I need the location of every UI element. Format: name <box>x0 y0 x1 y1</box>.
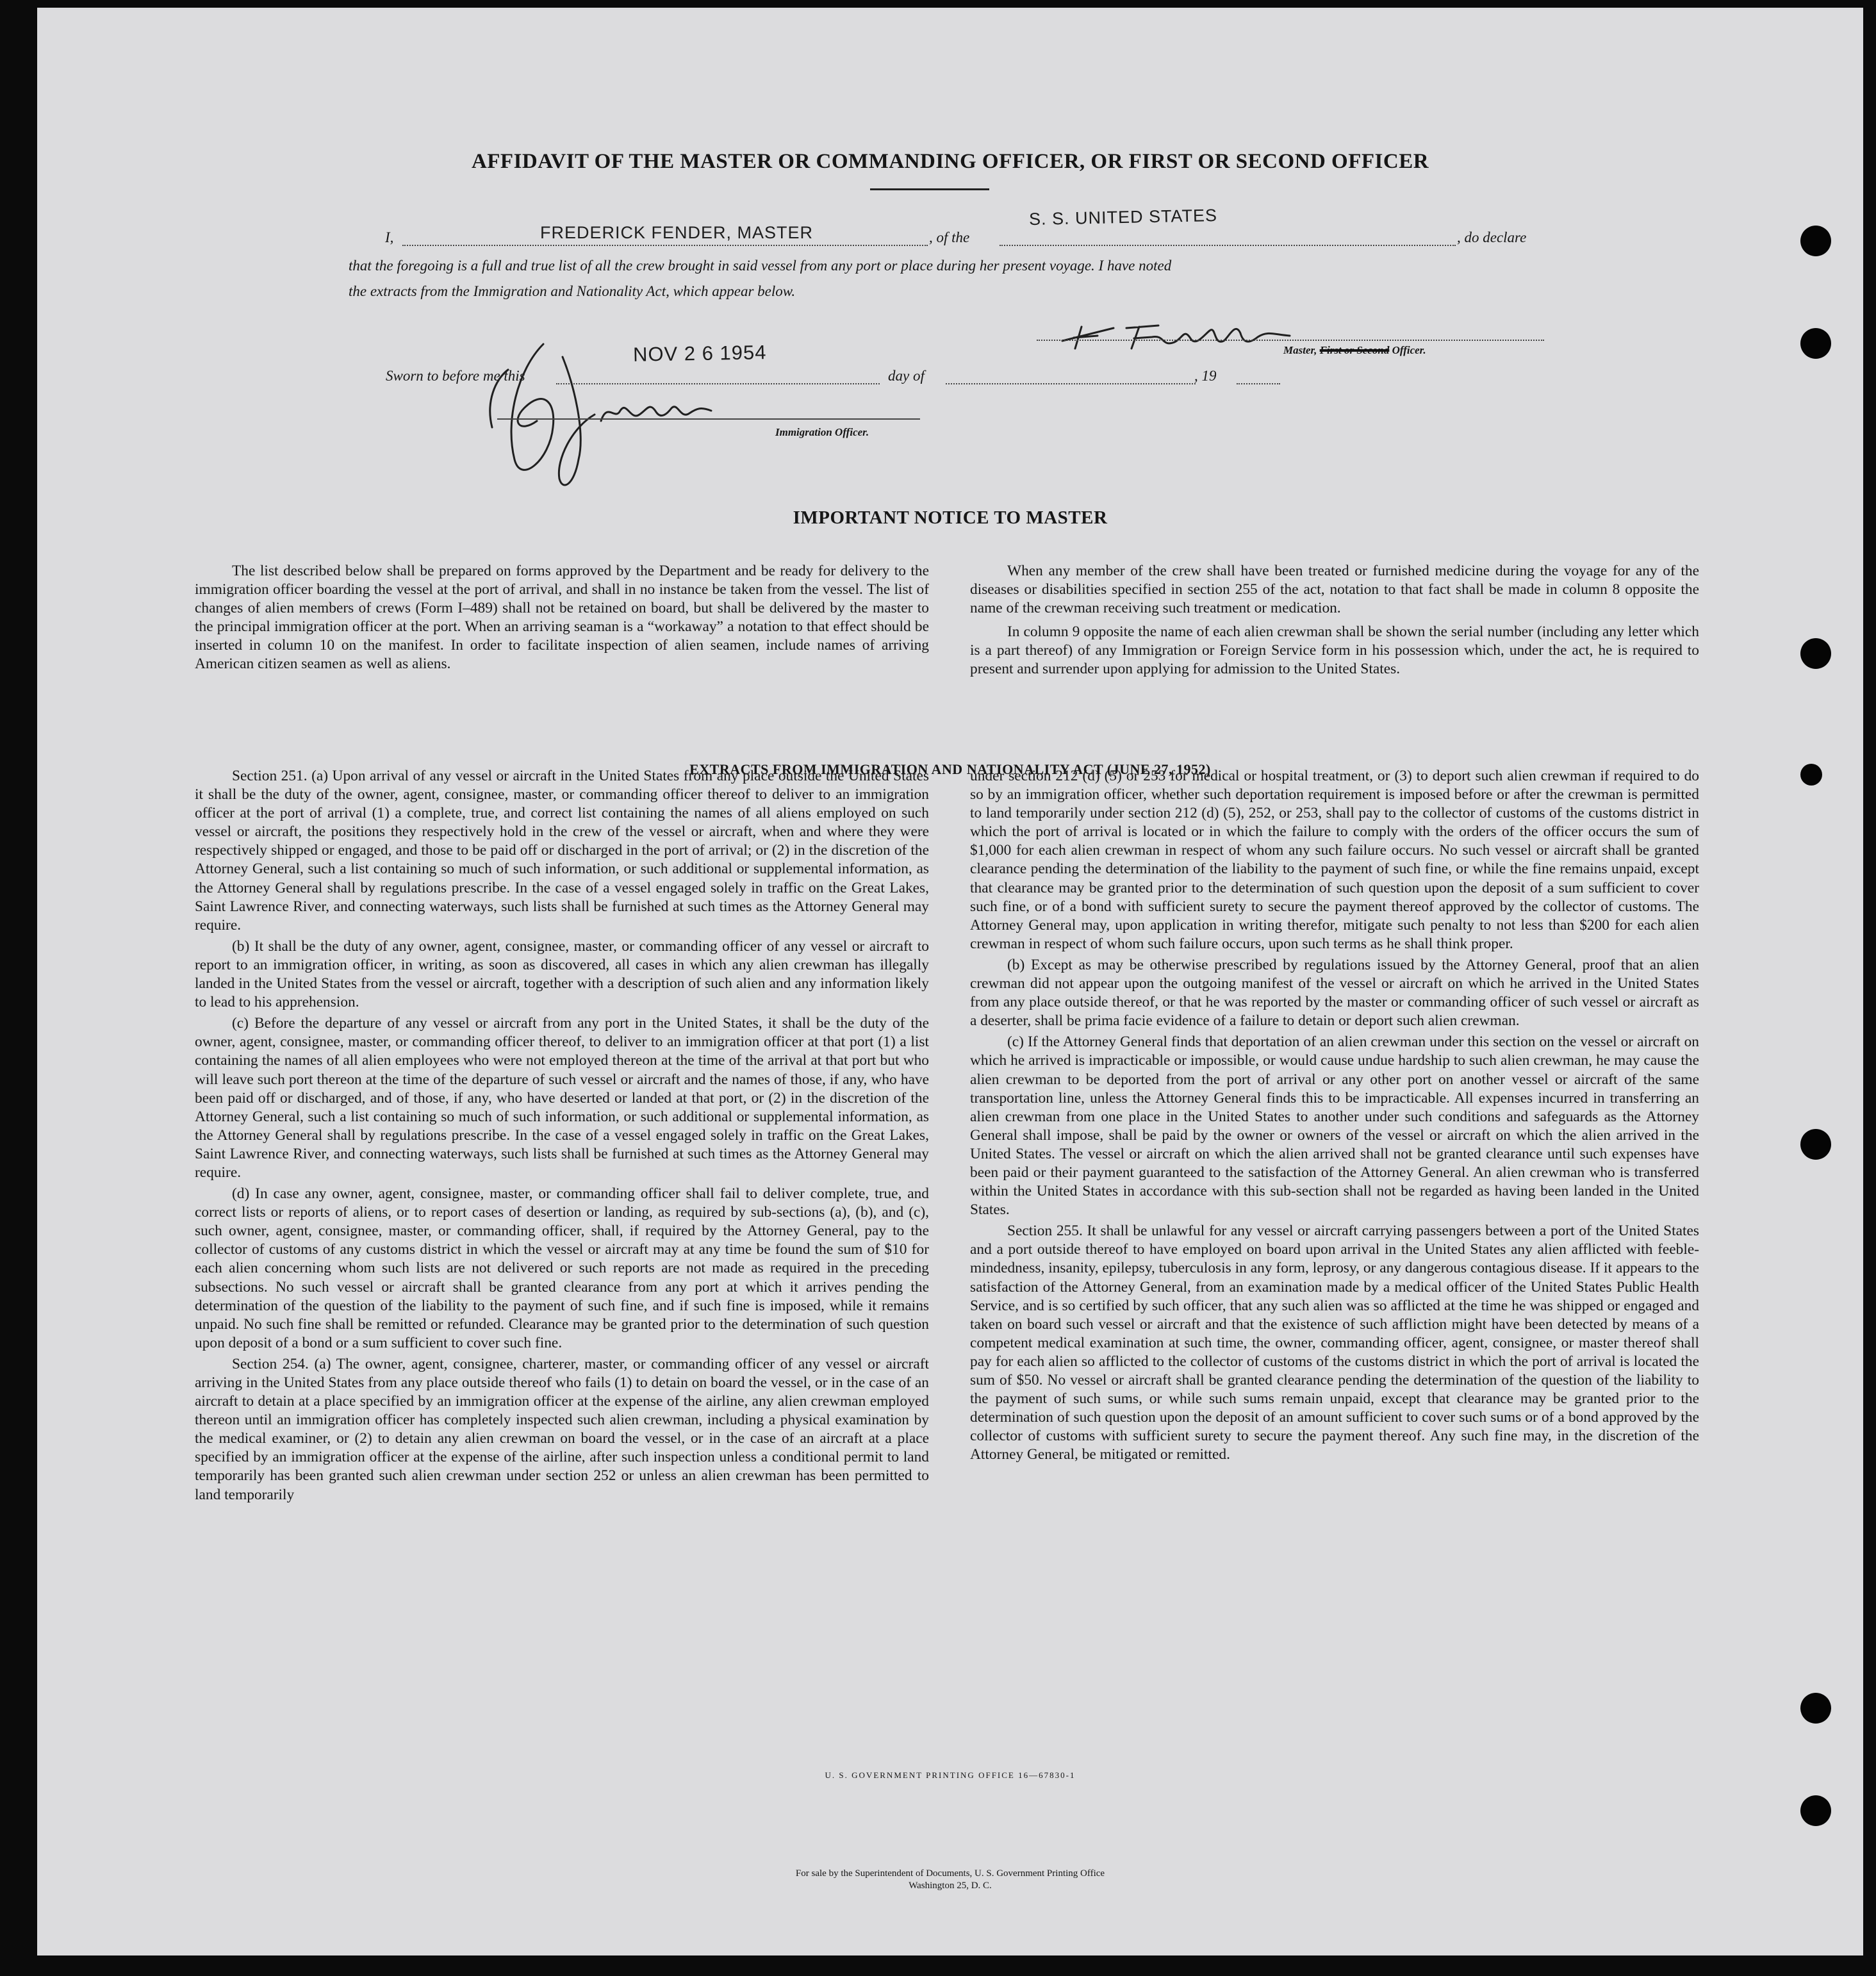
extracts-heading: EXTRACTS FROM IMMIGRATION AND NATIONALITY ACT (JUNE 27, 1952) <box>689 761 1211 777</box>
master-caption <box>1283 344 1426 357</box>
immigration-officer-signature <box>447 331 780 504</box>
notice-right-paragraph-2: In column 9 opposite the name of each alien crewman shall be shown the serial number (including any letter which is a part thereof) of any Immigration or Foreign Service form in his possession which, under the act, he is required to present and surrender upon applying for admission to the United States. <box>970 623 1699 678</box>
binder-hole <box>1800 638 1831 669</box>
extracts-right-column <box>970 767 1699 1467</box>
declarant-line <box>402 245 928 246</box>
notice-heading: IMPORTANT NOTICE TO MASTER <box>793 507 1108 528</box>
statement-line-1: that the foregoing is a full and true list of all the crew brought in said vessel from any port or place during her present voyage. I have noted <box>349 258 1172 274</box>
declarant-name: FREDERICK FENDER, MASTER <box>540 223 814 242</box>
binder-hole <box>1800 1795 1831 1826</box>
section-255: Section 255. It shall be unlawful for any vessel or aircraft carrying passengers between a port of the United States and a port outside thereof to have employed on board upon arrival in the United States any alien afflicted with feeble-mindedness, insanity, epilepsy, tuberculosis in any form, leprosy, or any dangerous contagious disease. If it appears to the satisfaction of the Attorney General, from an examination made by a medical officer of the United States Public Health Service, and is so certified by such officer, that any such alien was so afflicted at the time he was shipped or engaged and taken on board such vessel or aircraft and that the existence of such affliction might have been detected by means of a competent medical examination at such time, the owner, commanding officer, agent, consignee, or master thereof shall pay for each alien so afflicted to the collector of customs of the customs district in which the port of arrival is located the sum of $50. No vessel or aircraft shall be granted clearance pending the determination of the question of the liability to the payment of such sums, or while such sums remain unpaid, except that clearance may be granted prior to the determination of such question upon the deposit of an amount sufficient to cover such sums or of a bond approved by the collector of customs with sufficient surety to secure the payment thereof. Any such fine may, in the discretion of the Attorney General, be mitigated or remitted. <box>970 1223 1699 1463</box>
do-declare-label: , do declare <box>1457 229 1527 245</box>
section-251-a: Section 251. (a) Upon arrival of any vessel or aircraft in the United States from any place outside the United States it shall be the duty of the owner, agent, consignee, master, or commanding officer thereof to deliver to an immigration officer at the port of arrival (1) a complete, true, and correct list containing the names of all aliens employed on such vessel or aircraft, the positions they respectively hold in the crew of the vessel or aircraft, when and where they were respectively shipped or engaged, and those to be paid off or discharged in the port of arrival; or (2) in the discretion of the Attorney General, such a list containing so much of such information, or such additional or supplemental information, as the Attorney General shall by regulations prescribe. In the case of a vessel engaged solely in traffic on the Great Lakes, Saint Lawrence River, and connecting waterways, such lists shall be furnished at such times as the Attorney General may require. <box>195 768 929 934</box>
binder-hole <box>1800 328 1831 359</box>
master-caption-prefix: Master, <box>1283 344 1317 356</box>
affidavit-title: AFFIDAVIT OF THE MASTER OR COMMANDING OFFICER, OR FIRST OR SECOND OFFICER <box>471 150 1429 173</box>
master-caption-struck: First or Second <box>1319 344 1390 356</box>
year-line <box>1237 383 1280 384</box>
binder-hole <box>1800 226 1831 256</box>
notice-right-column <box>970 562 1699 682</box>
statement-line-2: the extracts from the Immigration and Nationality Act, which appear below. <box>349 283 796 299</box>
section-254-c: (c) If the Attorney General finds that deportation of an alien crewman under this section on the vessel or aircraft on which he arrived is impracticable or impossible, or would cause undue hardship to such alien crewman, he may cause the alien crewman to be deported from the port of arrival or any other port on another vessel or aircraft of the same transportation line, unless the Attorney General finds this to be impracticable. All expenses incurred in transferring an alien crewman from one place in the United States to another under such conditions and safeguards as the Attorney General shall impose, shall be paid by the owner or owners of the vessel or aircraft on which the alien arrived in the United States. The vessel or aircraft on which the alien arrived shall not be granted clearance until such expenses have been paid or their payment guaranteed to the satisfaction of the Attorney General. An alien crewman who is transferred within the United States in accordance with this sub-section shall not be regarded as having been landed in the United States. <box>970 1033 1699 1219</box>
decl-i-label: I, <box>385 229 394 245</box>
binder-hole <box>1800 1693 1831 1724</box>
section-251-b: (b) It shall be the duty of any owner, agent, consignee, master, or commanding officer of any vessel or aircraft to report to an immigration officer, in writing, as soon as discovered, all cases in which any alien crewman has illegally landed in the United States from the vessel or aircraft, together with a description of such alien and any information likely to lead to his apprehension. <box>195 937 929 1011</box>
document-page <box>37 8 1863 1955</box>
extracts-left-column <box>195 767 929 1507</box>
sworn-date-stamp: NOV 2 6 1954 <box>632 341 767 366</box>
day-of-label: day of <box>888 368 925 384</box>
sale-line-2: Washington 25, D. C. <box>909 1881 992 1891</box>
month-line <box>946 383 1196 384</box>
officer-signature-line <box>497 418 920 420</box>
sworn-label: Sworn to before me this <box>386 368 525 384</box>
notice-left-column <box>195 562 929 677</box>
master-signature-line <box>1037 340 1544 341</box>
year-prefix: , 19 <box>1194 368 1217 384</box>
section-254-a: Section 254. (a) The owner, agent, consignee, charterer, master, or commanding officer of any vessel or aircraft arriving in the United States from any place outside thereof who fails (1) to detain on board the vessel, or in the case of an aircraft to detain at a place specified by an immigration officer at the expense of the airline, any alien crewman employed thereon until an immigration officer has completely inspected such alien crewman, including a physical examination by the medical examiner, or (2) to detain any alien crewman on board the vessel, or in the case of an aircraft at a place specified by an immigration officer at the expense of the airline, after such inspection unless a conditional permit to land temporarily has been granted such alien crewman under section 252 or unless an alien crewman has been permitted to land temporarily <box>195 1355 929 1503</box>
printer-code: U. S. GOVERNMENT PRINTING OFFICE 16—67830-1 <box>825 1770 1076 1780</box>
section-254-b: (b) Except as may be otherwise prescribed by regulations issued by the Attorney General, proof that an alien crewman did not appear upon the outgoing manifest of the vessel or aircraft on which he arrived in the United States from any place outside thereof, or that he was reported by the master or commanding officer of such vessel or aircraft as a deserter, shall be prima facie evidence of a failure to detain or deport such alien crewman. <box>970 956 1699 1030</box>
vessel-name: S. S. UNITED STATES <box>1028 205 1218 229</box>
binder-hole <box>1800 764 1822 786</box>
notice-left-paragraph: The list described below shall be prepared on forms approved by the Department and be ready for delivery to the immigration officer boarding the vessel at the port of arrival, and shall in no instance be taken from the vessel. The list of changes of alien members of crews (Form I–489) shall not be retained on board, but shall be delivered by the master to the principal immigration officer at the port. When an arriving seaman is a “workaway” a notation to that effect should be inserted in column 10 on the manifest. In order to facilitate inspection of alien seamen, include names of arriving American citizen seamen as well as aliens. <box>195 563 929 673</box>
section-251-d: (d) In case any owner, agent, consignee, master, or commanding officer shall fail to deliver complete, true, and correct lists or reports of aliens, or to report cases of desertion or landing, as required by sub-sections (a), (b), and (c), such owner, agent, consignee, master, or commanding officer, shall, if required by the Attorney General, pay to the collector of customs of any customs district in which the vessel or aircraft may at any time be found the sum of $10 for each alien concerning whom such lists are not delivered or such reports are not made as required in the preceding subsections. No such vessel or aircraft shall be granted clearance from any port at which it arrives pending the determination of the question of the liability to the payment of such fine, and if such fine is imposed, while it remains unpaid. No such fine shall be remitted or refunded. Clearance may be granted prior to the determination of such question upon deposit of a bond or a sum sufficient to cover such fine. <box>195 1185 929 1351</box>
binder-hole <box>1800 1129 1831 1160</box>
officer-caption: Immigration Officer. <box>775 426 869 438</box>
of-the-label: , of the <box>929 229 970 245</box>
title-rule <box>870 188 989 190</box>
vessel-line <box>1000 245 1456 246</box>
section-254-a-continued: under section 212 (d) (5) or 253 for medical or hospital treatment, or (3) to deport such alien crewman if required to do so by an immigration officer, whether such deportation requirement is imposed before or after the crewman is permitted to land temporarily under section 212 (d) (5), 252, or 253, shall pay to the collector of customs of the customs district in which the port of arrival is located or in which the failure to comply with the orders of the officer occurs the sum of $1,000 for each alien crewman in respect of whom any such failure occurs. No such vessel or aircraft shall be granted clearance pending the determination of the liability to the payment of such fine, or while the fine remains unpaid, except that clearance may be granted prior to the determination of such question upon the deposit of a sum sufficient to cover such fine, or of a bond with sufficient surety to secure the payment thereof approved by the collector of customs. The Attorney General may, upon application in writing therefor, mitigate such penalty to not less than $200 for each alien crewman in respect of whom such failure occurs, upon such terms as he shall think proper. <box>970 768 1699 952</box>
section-251-c: (c) Before the departure of any vessel or aircraft from any port in the United States, it shall be the duty of the owner, agent, consignee, master, or commanding officer thereof, to deliver to an immigration officer at that port (1) a list containing the names of all alien employees who were not employed thereon at the time of the arrival at that port but who will leave such port thereon at the time of the departure of such vessel or aircraft and the names of those, if any, who have been paid off or discharged, and of those, if any, who have deserted or landed at that port, or (2) in the discretion of the Attorney General, such a list containing so much of such information, or such additional or supplemental information, as the Attorney General shall by regulations prescribe. In the case of a vessel engaged solely in traffic on the Great Lakes, Saint Lawrence River, and connecting waterways, such lists shall be furnished at such times as the Attorney General may require. <box>195 1015 929 1181</box>
notice-right-paragraph-1: When any member of the crew shall have been treated or furnished medicine during the voyage for any of the diseases or disabilities specified in section 255 of the act, notation to that fact shall be made in column 8 opposite the name of the crewman receiving such treatment or medication. <box>970 563 1699 617</box>
sale-line-1: For sale by the Superintendent of Documents, U. S. Government Printing Office <box>795 1868 1105 1879</box>
master-caption-suffix: Officer. <box>1392 344 1426 356</box>
